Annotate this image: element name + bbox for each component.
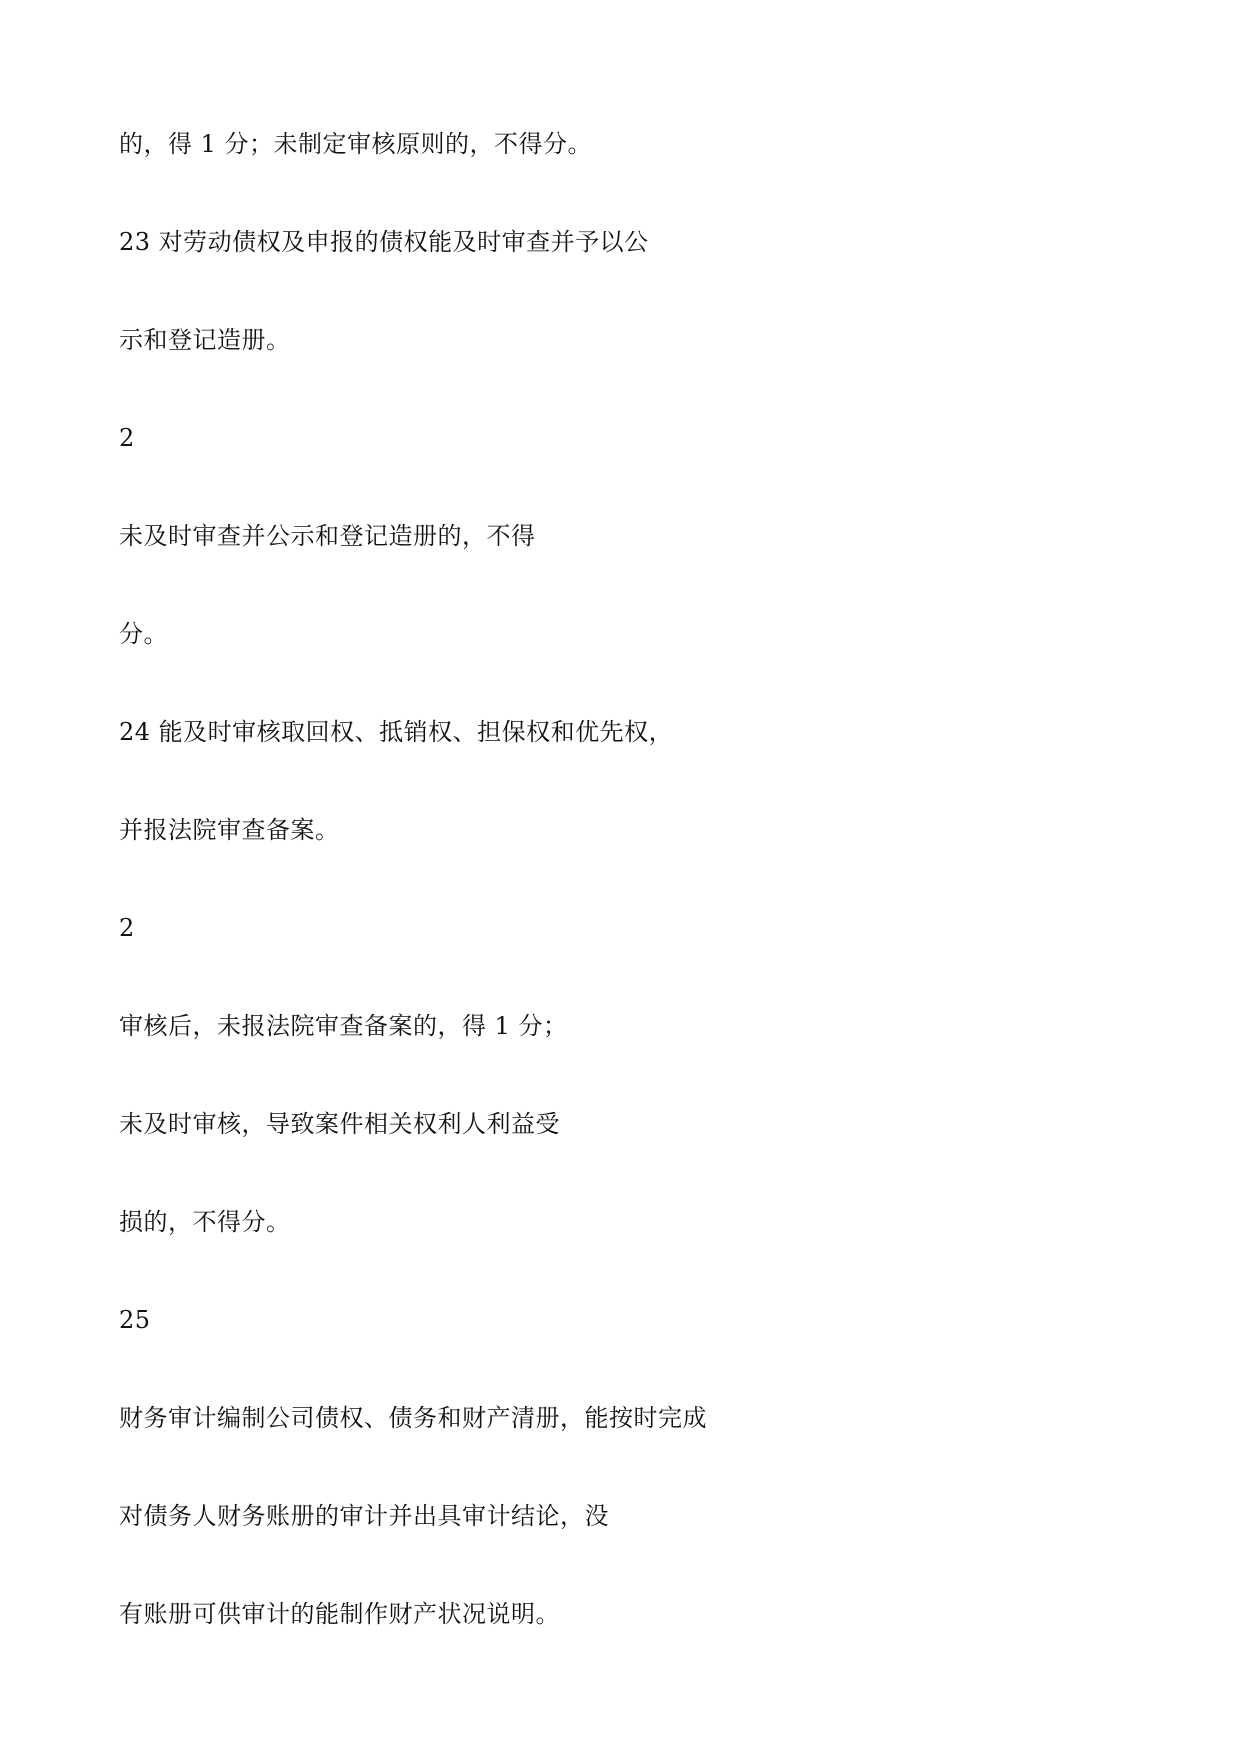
text-line: 有账册可供审计的能制作财产状况说明。 bbox=[119, 1600, 560, 1628]
text-line: 示和登记造册。 bbox=[119, 326, 291, 354]
text-line: 并报法院审查备案。 bbox=[119, 816, 340, 844]
text-line: 23 对劳动债权及申报的债权能及时审查并予以公 bbox=[119, 228, 649, 256]
item-number: 25 bbox=[119, 1306, 151, 1334]
text-line: 24 能及时审核取回权、抵销权、担保权和优先权， bbox=[119, 718, 674, 746]
text-line: 财务审计编制公司债权、债务和财产清册，能按时完成 bbox=[119, 1404, 707, 1432]
text-line: 对债务人财务账册的审计并出具审计结论，没 bbox=[119, 1502, 609, 1530]
text-line: 分。 bbox=[119, 620, 168, 648]
text-line: 审核后，未报法院审查备案的，得 1 分； bbox=[119, 1012, 568, 1040]
text-line: 损的，不得分。 bbox=[119, 1208, 291, 1236]
text-line: 的，得 1 分；未制定审核原则的，不得分。 bbox=[119, 130, 593, 158]
score-value: 2 bbox=[119, 424, 135, 452]
text-line: 未及时审核，导致案件相关权利人利益受 bbox=[119, 1110, 560, 1138]
score-value: 2 bbox=[119, 914, 135, 942]
text-line: 未及时审查并公示和登记造册的，不得 bbox=[119, 522, 536, 550]
